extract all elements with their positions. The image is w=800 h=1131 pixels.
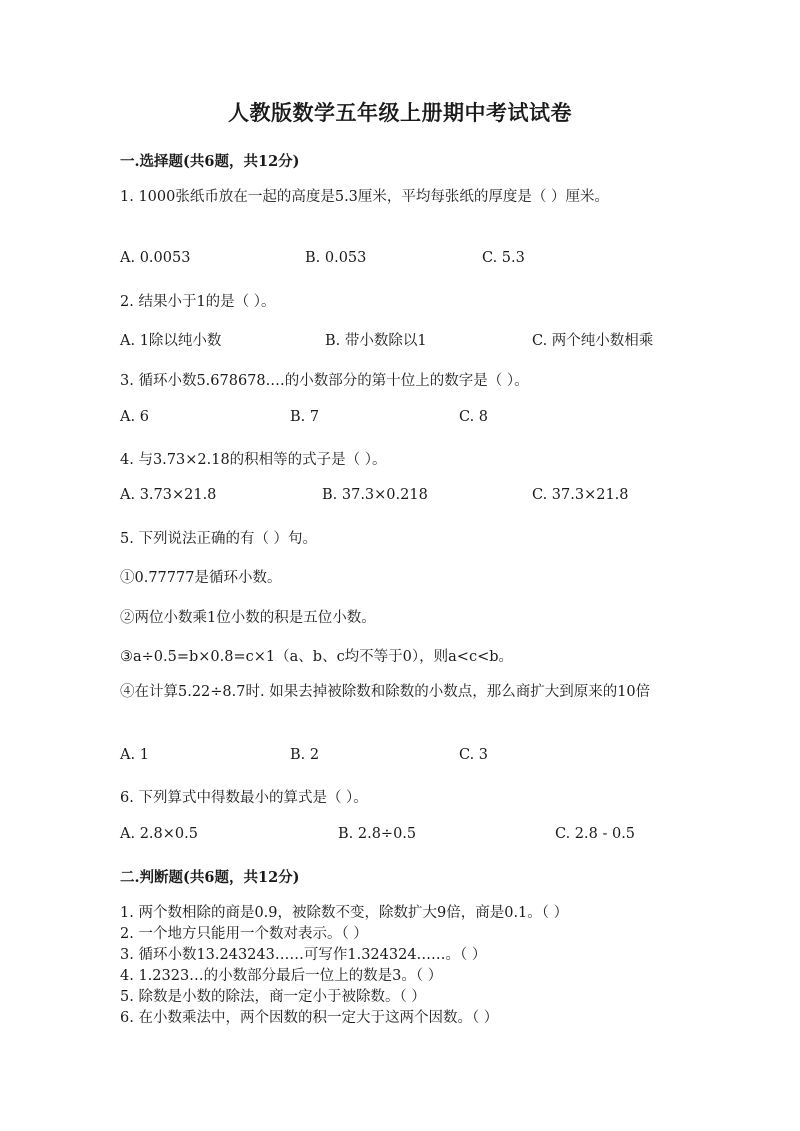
question-1-option-c: C. 5.3	[482, 250, 525, 266]
section-heading-choice: 一.选择题(共6题，共12分)	[120, 153, 300, 170]
question-3-option-a: A. 6	[120, 409, 149, 425]
page-title: 人教版数学五年级上册期中考试试卷	[228, 100, 572, 125]
question-1-option-a: A. 0.0053	[120, 250, 191, 266]
true-false-item-5: 5. 除数是小数的除法，商一定小于被除数。（ ）	[120, 989, 426, 1005]
question-2-option-b: B. 带小数除以1	[325, 333, 427, 349]
question-1-option-b: B. 0.053	[305, 250, 367, 266]
true-false-item-4: 4. 1.2323…的小数部分最后一位上的数是3。（ ）	[120, 968, 443, 984]
true-false-item-3: 3. 循环小数13.243243……可写作1.324324……。（ ）	[120, 947, 487, 963]
question-4-option-b: B. 37.3×0.218	[322, 487, 428, 503]
question-6-option-a: A. 2.8×0.5	[120, 826, 198, 842]
question-1-text: 1. 1000张纸币放在一起的高度是5.3厘米，平均每张纸的厚度是（ ）厘米。	[120, 189, 610, 205]
section-heading-true-false: 二.判断题(共6题，共12分)	[120, 869, 300, 886]
question-6-text: 6. 下列算式中得数最小的算式是（ ）。	[120, 790, 368, 806]
question-2-option-c: C. 两个纯小数相乘	[532, 333, 654, 349]
question-5-statement-3: ③a÷0.5=b×0.8=c×1（a、b、c均不等于0），则a<c<b。	[120, 649, 514, 665]
question-4-text: 4. 与3.73×2.18的积相等的式子是（ ）。	[120, 452, 387, 468]
question-3-text: 3. 循环小数5.678678.…的小数部分的第十位上的数字是（ ）。	[120, 373, 529, 389]
question-5-text: 5. 下列说法正确的有（ ）句。	[120, 531, 318, 547]
question-5-option-a: A. 1	[120, 747, 149, 763]
question-2-text: 2. 结果小于1的是（ ）。	[120, 294, 276, 310]
true-false-item-1: 1. 两个数相除的商是0.9，被除数不变，除数扩大9倍，商是0.1。（ ）	[120, 905, 569, 921]
question-6-option-b: B. 2.8÷0.5	[338, 826, 417, 842]
question-4-option-c: C. 37.3×21.8	[532, 487, 629, 503]
question-5-statement-1: ①0.77777是循环小数。	[120, 570, 282, 586]
question-5-statement-2: ②两位小数乘1位小数的积是五位小数。	[120, 610, 376, 626]
question-4-option-a: A. 3.73×21.8	[120, 487, 217, 503]
true-false-item-6: 6. 在小数乘法中，两个因数的积一定大于这两个因数。（ ）	[120, 1010, 499, 1026]
question-3-option-c: C. 8	[459, 409, 489, 425]
question-2-option-a: A. 1除以纯小数	[120, 333, 222, 349]
question-3-option-b: B. 7	[290, 409, 320, 425]
question-5-option-b: B. 2	[290, 747, 320, 763]
question-5-option-c: C. 3	[459, 747, 489, 763]
true-false-item-2: 2. 一个地方只能用一个数对表示。（ ）	[120, 926, 368, 942]
question-6-option-c: C. 2.8 - 0.5	[555, 826, 636, 842]
question-5-statement-4: ④在计算5.22÷8.7时. 如果去掉被除数和除数的小数点，那么商扩大到原来的10倍	[120, 684, 651, 700]
